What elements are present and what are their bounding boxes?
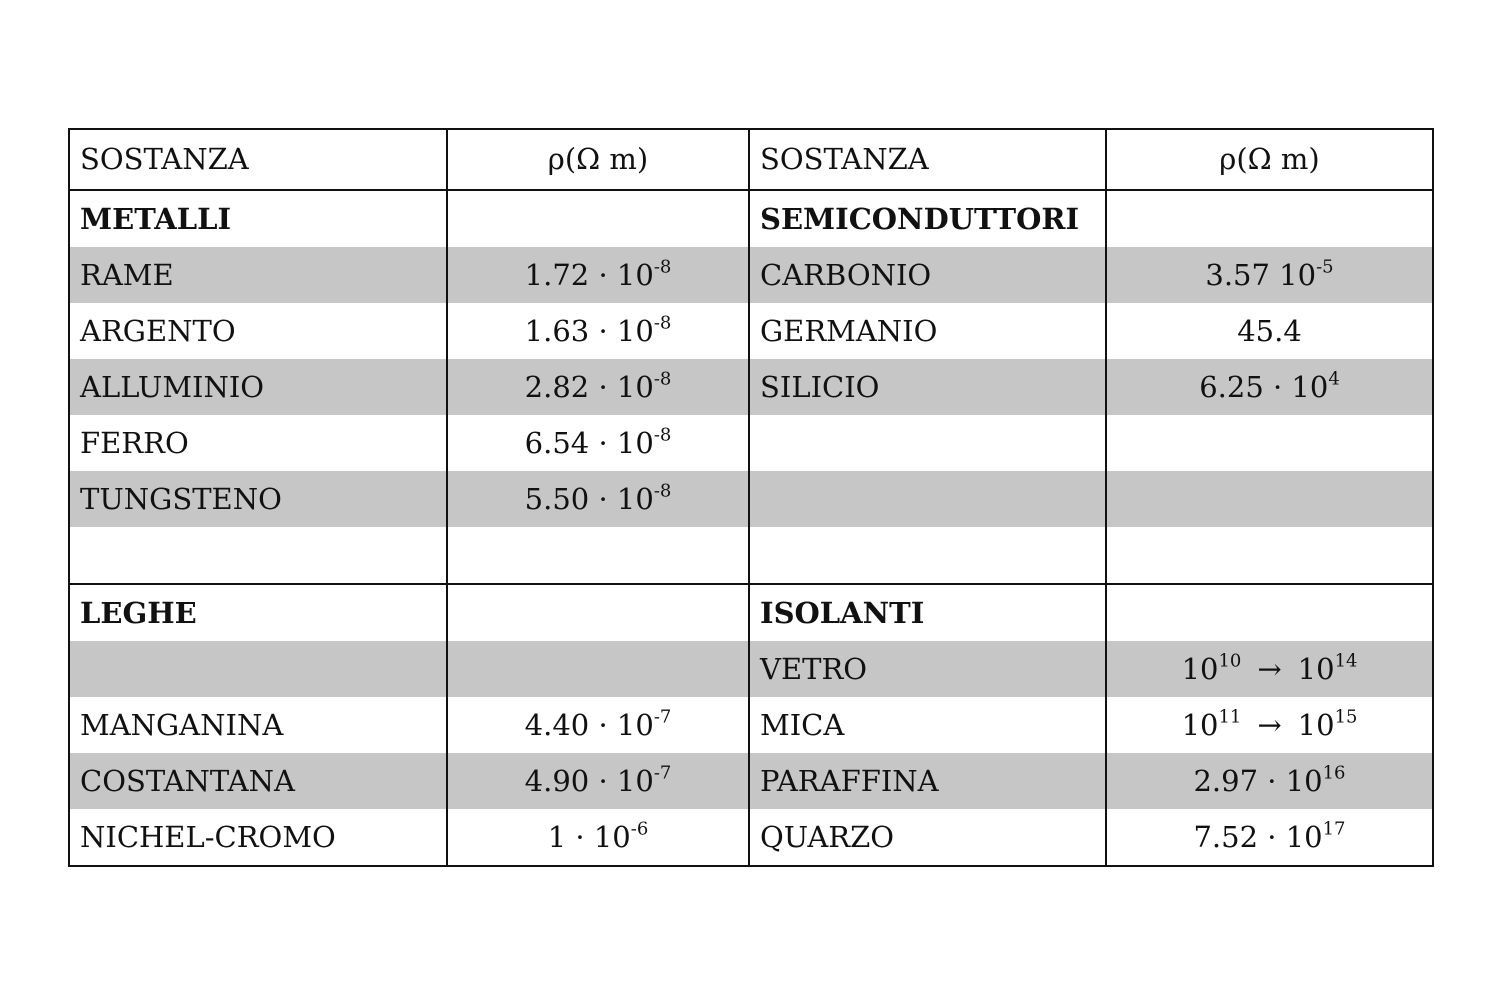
empty-cell	[447, 584, 749, 641]
substance-name: VETRO	[749, 641, 1106, 697]
resistivity-value: $4.40 \cdot 10^{-7}$	[447, 697, 749, 753]
empty-cell	[1106, 527, 1433, 584]
empty-cell	[69, 527, 447, 584]
resistivity-value: $1.63 \cdot 10^{-8}$	[447, 303, 749, 359]
substance-name: COSTANTANA	[69, 753, 447, 809]
arrow-right-icon: →	[1257, 651, 1282, 686]
table-row	[69, 247, 1433, 303]
empty-cell	[749, 471, 1106, 527]
substance-name: RAME	[69, 247, 447, 303]
arrow-right-icon: →	[1257, 707, 1282, 742]
empty-cell	[447, 641, 749, 697]
table-row	[69, 527, 1433, 584]
resistivity-range: $10^{10} \to 10^{14}$	[1106, 641, 1433, 697]
substance-name: SILICIO	[749, 359, 1106, 415]
table-header-row	[69, 129, 1433, 190]
empty-cell	[447, 190, 749, 247]
table-row	[69, 415, 1433, 471]
substance-name: GERMANIO	[749, 303, 1106, 359]
substance-name: NICHEL-CROMO	[69, 809, 447, 866]
resistivity-value: $2.97 \cdot 10^{16}$	[1106, 753, 1433, 809]
table-row	[69, 584, 1433, 641]
table-row	[69, 753, 1433, 809]
resistivity-value: $4.90 \cdot 10^{-7}$	[447, 753, 749, 809]
header-substance-right: SOSTANZA	[749, 129, 1106, 190]
header-substance-left: SOSTANZA	[69, 129, 447, 190]
section-title-leghe: LEGHE	[69, 584, 447, 641]
resistivity-value: 3.57 $10^{-5}$	[1106, 247, 1433, 303]
table-row	[69, 641, 1433, 697]
substance-name: ALLUMINIO	[69, 359, 447, 415]
empty-cell	[1106, 584, 1433, 641]
empty-cell	[1106, 190, 1433, 247]
empty-cell	[749, 415, 1106, 471]
empty-cell	[1106, 471, 1433, 527]
resistivity-value: $2.82 \cdot 10^{-8}$	[447, 359, 749, 415]
table-row	[69, 471, 1433, 527]
resistivity-value: 45.4	[1106, 303, 1433, 359]
empty-cell	[749, 527, 1106, 584]
resistivity-value: $6.54 \cdot 10^{-8}$	[447, 415, 749, 471]
resistivity-value: $7.52 \cdot 10^{17}$	[1106, 809, 1433, 866]
empty-cell	[69, 641, 447, 697]
resistivity-value: $1.72 \cdot 10^{-8}$	[447, 247, 749, 303]
header-resistivity-right: ρ(Ω m)	[1106, 129, 1433, 190]
section-title-semiconduttori: SEMICONDUTTORI	[749, 190, 1106, 247]
section-title-metalli: METALLI	[69, 190, 447, 247]
substance-name: CARBONIO	[749, 247, 1106, 303]
section-title-isolanti: ISOLANTI	[749, 584, 1106, 641]
substance-name: TUNGSTENO	[69, 471, 447, 527]
resistivity-range: $10^{11} \to 10^{15}$	[1106, 697, 1433, 753]
table-row	[69, 809, 1433, 866]
substance-name: QUARZO	[749, 809, 1106, 866]
empty-cell	[447, 527, 749, 584]
substance-name: ARGENTO	[69, 303, 447, 359]
resistivity-value: $6.25 \cdot 10^4$	[1106, 359, 1433, 415]
table-row	[69, 359, 1433, 415]
header-resistivity-left: ρ(Ω m)	[447, 129, 749, 190]
substance-name: PARAFFINA	[749, 753, 1106, 809]
substance-name: MICA	[749, 697, 1106, 753]
resistivity-table	[68, 128, 1434, 867]
table-row	[69, 697, 1433, 753]
substance-name: FERRO	[69, 415, 447, 471]
empty-cell	[1106, 415, 1433, 471]
resistivity-value: $1 \cdot 10^{-6}$	[447, 809, 749, 866]
table-row	[69, 190, 1433, 247]
table-row	[69, 303, 1433, 359]
resistivity-value: $5.50 \cdot 10^{-8}$	[447, 471, 749, 527]
substance-name: MANGANINA	[69, 697, 447, 753]
